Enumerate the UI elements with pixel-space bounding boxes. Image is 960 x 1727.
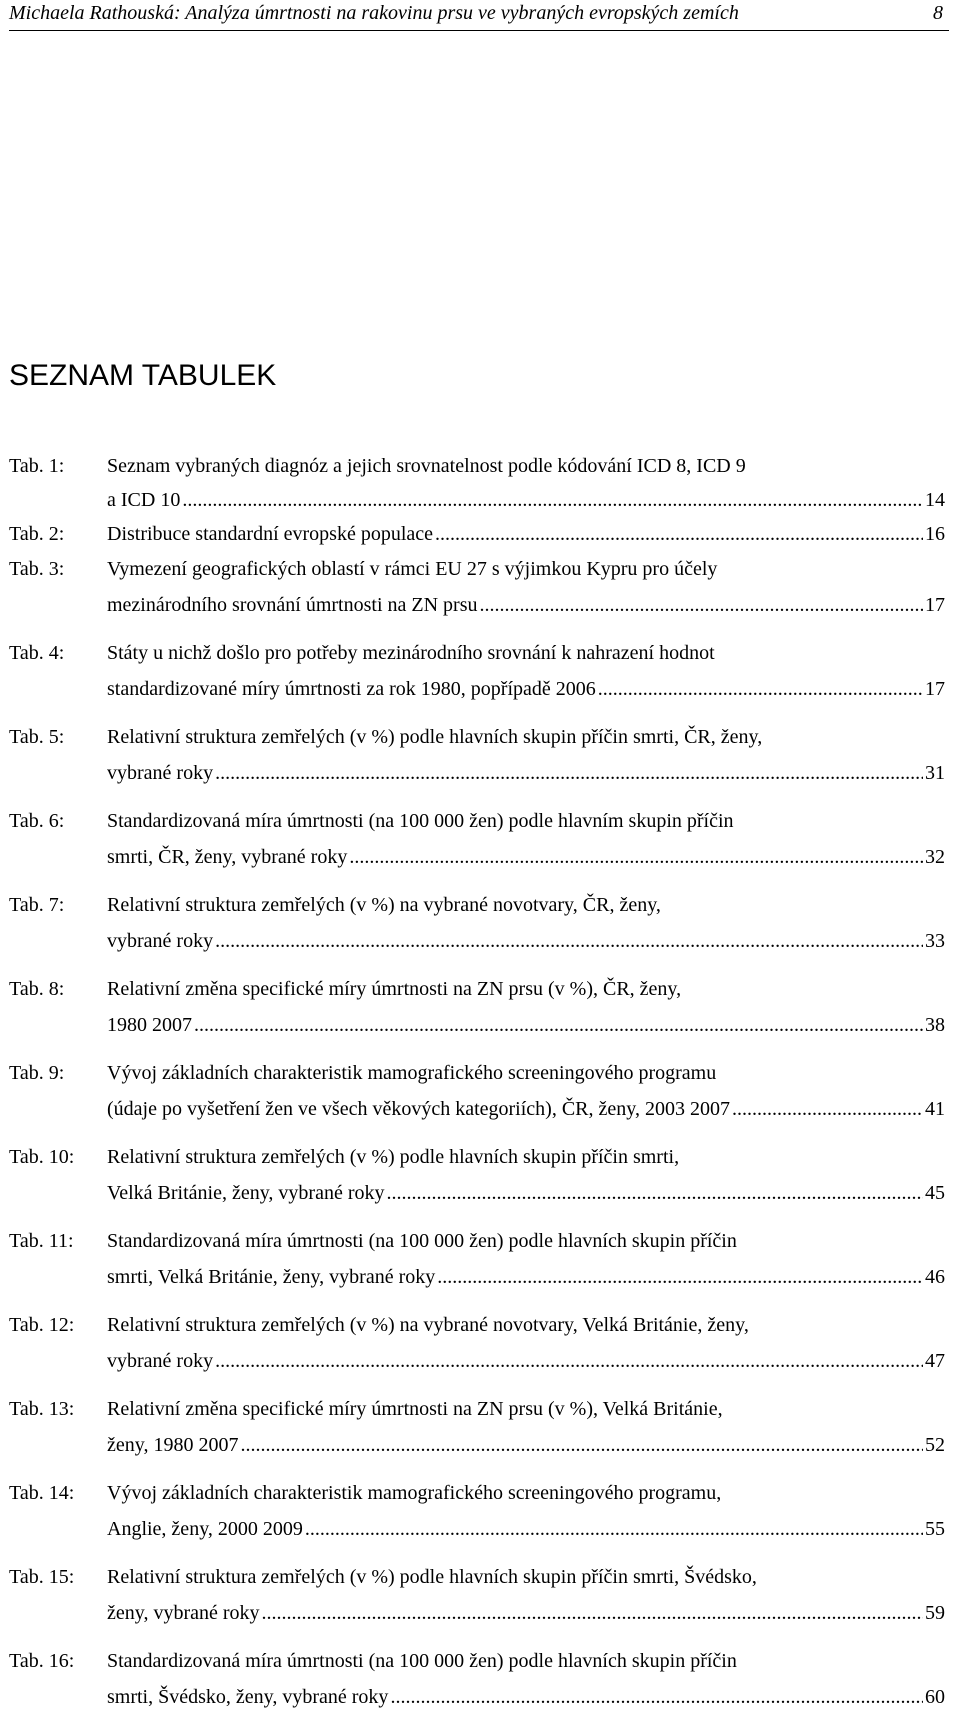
toc-entry-page: 31 xyxy=(925,762,945,784)
toc-entry-text: Standardizovaná míra úmrtnosti (na 100 000 žen) podle hlavním skupin příčin xyxy=(107,810,734,832)
toc-entry-page: 60 xyxy=(925,1686,945,1708)
toc-entry-text: Relativní změna specifické míry úmrtnosti na ZN prsu (v %), Velká Británie, xyxy=(107,1398,723,1420)
toc-entry-line xyxy=(107,1091,945,1127)
toc-entry[interactable] xyxy=(9,1475,945,1547)
dot-leader xyxy=(598,671,923,707)
toc-entry-line xyxy=(107,887,945,923)
toc-entry-line xyxy=(107,755,945,791)
toc-entry-line xyxy=(107,1343,945,1379)
toc-entry-text: Relativní struktura zemřelých (v %) podle hlavních skupin příčin smrti, ČR, ženy, xyxy=(107,726,763,748)
toc-entry-text: Anglie, ženy, 2000 2009 xyxy=(107,1518,303,1540)
toc-entry-page: 17 xyxy=(925,678,945,700)
toc-entry-line xyxy=(107,1427,945,1463)
toc-entry[interactable] xyxy=(9,1559,945,1631)
dot-leader xyxy=(215,1343,923,1379)
dot-leader xyxy=(215,923,923,959)
dot-leader xyxy=(480,587,924,623)
toc-entry-text: Relativní struktura zemřelých (v %) na vybrané novotvary, ČR, ženy, xyxy=(107,894,661,916)
dot-leader xyxy=(387,1175,924,1211)
toc-entry-line xyxy=(107,1511,945,1547)
toc-entry-line xyxy=(107,1643,945,1679)
dot-leader xyxy=(262,1595,923,1631)
toc-entry-line xyxy=(107,923,945,959)
toc-entry-line xyxy=(107,839,945,875)
dot-leader xyxy=(305,1511,923,1547)
toc-entry[interactable] xyxy=(9,517,945,551)
toc-entry-number: Tab. 16: xyxy=(9,1650,75,1672)
toc-entry[interactable] xyxy=(9,1055,945,1127)
toc-entry[interactable] xyxy=(9,1643,945,1715)
toc-entry-line xyxy=(107,719,945,755)
toc-entry-line xyxy=(107,483,945,517)
toc-entry[interactable] xyxy=(9,1139,945,1211)
toc-entry-text: Distribuce standardní evropské populace xyxy=(107,523,434,545)
toc-entry[interactable] xyxy=(9,1223,945,1295)
dot-leader xyxy=(437,1259,923,1295)
toc-entry-line xyxy=(107,803,945,839)
toc-entry-text: Standardizovaná míra úmrtnosti (na 100 000 žen) podle hlavních skupin příčin xyxy=(107,1650,737,1672)
toc-entry-text: Státy u nichž došlo pro potřeby mezinárodního srovnání k nahrazení hodnot xyxy=(107,642,715,664)
toc-entry-page: 14 xyxy=(925,489,945,511)
header-title: Michaela Rathouská: Analýza úmrtnosti na rakovinu prsu ve vybraných evropských zemích xyxy=(9,2,739,24)
toc-entry[interactable] xyxy=(9,1391,945,1463)
toc-entry-line xyxy=(107,587,945,623)
toc-entry-number: Tab. 10: xyxy=(9,1146,75,1168)
toc-entry-line xyxy=(107,1475,945,1511)
toc-entry-line xyxy=(107,1559,945,1595)
toc-entry-text: Vývoj základních charakteristik mamografického screeningového programu, xyxy=(107,1482,722,1504)
toc-entry-number: Tab. 9: xyxy=(9,1062,65,1084)
toc-entry-text: (údaje po vyšetření žen ve všech věkových kategoriích), ČR, ženy, 2003 2007 xyxy=(107,1098,730,1120)
dot-leader xyxy=(182,483,923,517)
toc-entry-text: Vývoj základních charakteristik mamografického screeningového programu xyxy=(107,1062,717,1084)
toc-entry-page: 47 xyxy=(925,1350,945,1372)
toc-entry-page: 45 xyxy=(925,1182,945,1204)
toc-entry-page: 32 xyxy=(925,846,945,868)
toc-entry-line xyxy=(107,517,945,551)
toc-entry[interactable] xyxy=(9,635,945,707)
toc-entry-number: Tab. 5: xyxy=(9,726,65,748)
toc-entry-line xyxy=(107,1595,945,1631)
toc-entry-line xyxy=(107,1055,945,1091)
toc-entry-page: 46 xyxy=(925,1266,945,1288)
toc-entry[interactable] xyxy=(9,971,945,1043)
toc-entry-page: 33 xyxy=(925,930,945,952)
toc-entry-text: Vymezení geografických oblastí v rámci EU 27 s výjimkou Kypru pro účely xyxy=(107,558,718,580)
toc-entry-number: Tab. 2: xyxy=(9,523,65,545)
toc-entry-line xyxy=(107,1223,945,1259)
toc-entry-text: 1980 2007 xyxy=(107,1014,192,1036)
toc-entry-number: Tab. 13: xyxy=(9,1398,75,1420)
toc-entry-page: 41 xyxy=(925,1098,945,1120)
toc-entry-line xyxy=(107,1307,945,1343)
toc-entry-text: Velká Británie, ženy, vybrané roky xyxy=(107,1182,385,1204)
toc-entry-line xyxy=(107,671,945,707)
toc-entry-text: Seznam vybraných diagnóz a jejich srovnatelnost podle kódování ICD 8, ICD 9 xyxy=(107,455,746,477)
toc-entry-text: vybrané roky xyxy=(107,930,214,952)
list-of-tables xyxy=(9,449,945,1727)
dot-leader xyxy=(240,1427,923,1463)
toc-entry-line xyxy=(107,449,945,483)
toc-entry-number: Tab. 11: xyxy=(9,1230,74,1252)
toc-entry-line xyxy=(107,635,945,671)
toc-entry-text: standardizované míry úmrtnosti za rok 1980, popřípadě 2006 xyxy=(107,678,596,700)
toc-entry-number: Tab. 7: xyxy=(9,894,65,916)
toc-entry-number: Tab. 1: xyxy=(9,455,65,477)
toc-entry-text: Relativní struktura zemřelých (v %) na vybrané novotvary, Velká Británie, ženy, xyxy=(107,1314,749,1336)
toc-entry-number: Tab. 3: xyxy=(9,558,65,580)
toc-entry-line xyxy=(107,1679,945,1715)
toc-entry-page: 55 xyxy=(925,1518,945,1540)
toc-entry-text: vybrané roky xyxy=(107,762,214,784)
toc-entry-line xyxy=(107,971,945,1007)
toc-entry-page: 16 xyxy=(925,523,945,545)
toc-entry-text: smrti, ČR, ženy, vybrané roky xyxy=(107,846,348,868)
toc-entry-text: mezinárodního srovnání úmrtnosti na ZN prsu xyxy=(107,594,478,616)
dot-leader xyxy=(390,1679,923,1715)
toc-entry[interactable] xyxy=(9,449,945,517)
toc-entry-text: Relativní struktura zemřelých (v %) podle hlavních skupin příčin smrti, Švédsko, xyxy=(107,1566,757,1588)
dot-leader xyxy=(215,755,923,791)
toc-entry[interactable] xyxy=(9,719,945,791)
page-number: 8 xyxy=(933,2,943,24)
toc-entry-number: Tab. 14: xyxy=(9,1482,75,1504)
toc-entry-line xyxy=(107,1391,945,1427)
dot-leader xyxy=(349,839,923,875)
toc-entry-number: Tab. 4: xyxy=(9,642,65,664)
toc-entry-text: Relativní změna specifické míry úmrtnosti na ZN prsu (v %), ČR, ženy, xyxy=(107,978,682,1000)
toc-entry-page: 17 xyxy=(925,594,945,616)
toc-entry-number: Tab. 8: xyxy=(9,978,65,1000)
dot-leader xyxy=(194,1007,923,1043)
toc-entry-number: Tab. 15: xyxy=(9,1566,75,1588)
toc-entry[interactable] xyxy=(9,551,945,623)
dot-leader xyxy=(435,517,923,551)
toc-entry-text: vybrané roky xyxy=(107,1350,214,1372)
toc-entry-line xyxy=(107,1175,945,1211)
toc-entry-text: smrti, Velká Británie, ženy, vybrané roky xyxy=(107,1266,436,1288)
toc-entry-number: Tab. 6: xyxy=(9,810,65,832)
toc-entry-page: 38 xyxy=(925,1014,945,1036)
toc-entry-number: Tab. 12: xyxy=(9,1314,75,1336)
toc-entry-line xyxy=(107,1139,945,1175)
toc-entry-text: a ICD 10 xyxy=(107,489,181,511)
toc-entry[interactable] xyxy=(9,1307,945,1379)
toc-entry-text: Relativní struktura zemřelých (v %) podle hlavních skupin příčin smrti, xyxy=(107,1146,680,1168)
toc-entry[interactable] xyxy=(9,887,945,959)
toc-entry-line xyxy=(107,551,945,587)
toc-entry-text: Standardizovaná míra úmrtnosti (na 100 000 žen) podle hlavních skupin příčin xyxy=(107,1230,737,1252)
toc-entry-text: ženy, vybrané roky xyxy=(107,1602,260,1624)
toc-entry[interactable] xyxy=(9,803,945,875)
dot-leader xyxy=(732,1091,923,1127)
toc-entry-page: 59 xyxy=(925,1602,945,1624)
page-header xyxy=(9,0,949,31)
section-title: SEZNAM TABULEK xyxy=(9,359,277,392)
toc-entry-line xyxy=(107,1259,945,1295)
toc-entry-line xyxy=(107,1007,945,1043)
toc-entry-page: 52 xyxy=(925,1434,945,1456)
toc-entry-text: ženy, 1980 2007 xyxy=(107,1434,239,1456)
toc-entry-text: smrti, Švédsko, ženy, vybrané roky xyxy=(107,1686,389,1708)
